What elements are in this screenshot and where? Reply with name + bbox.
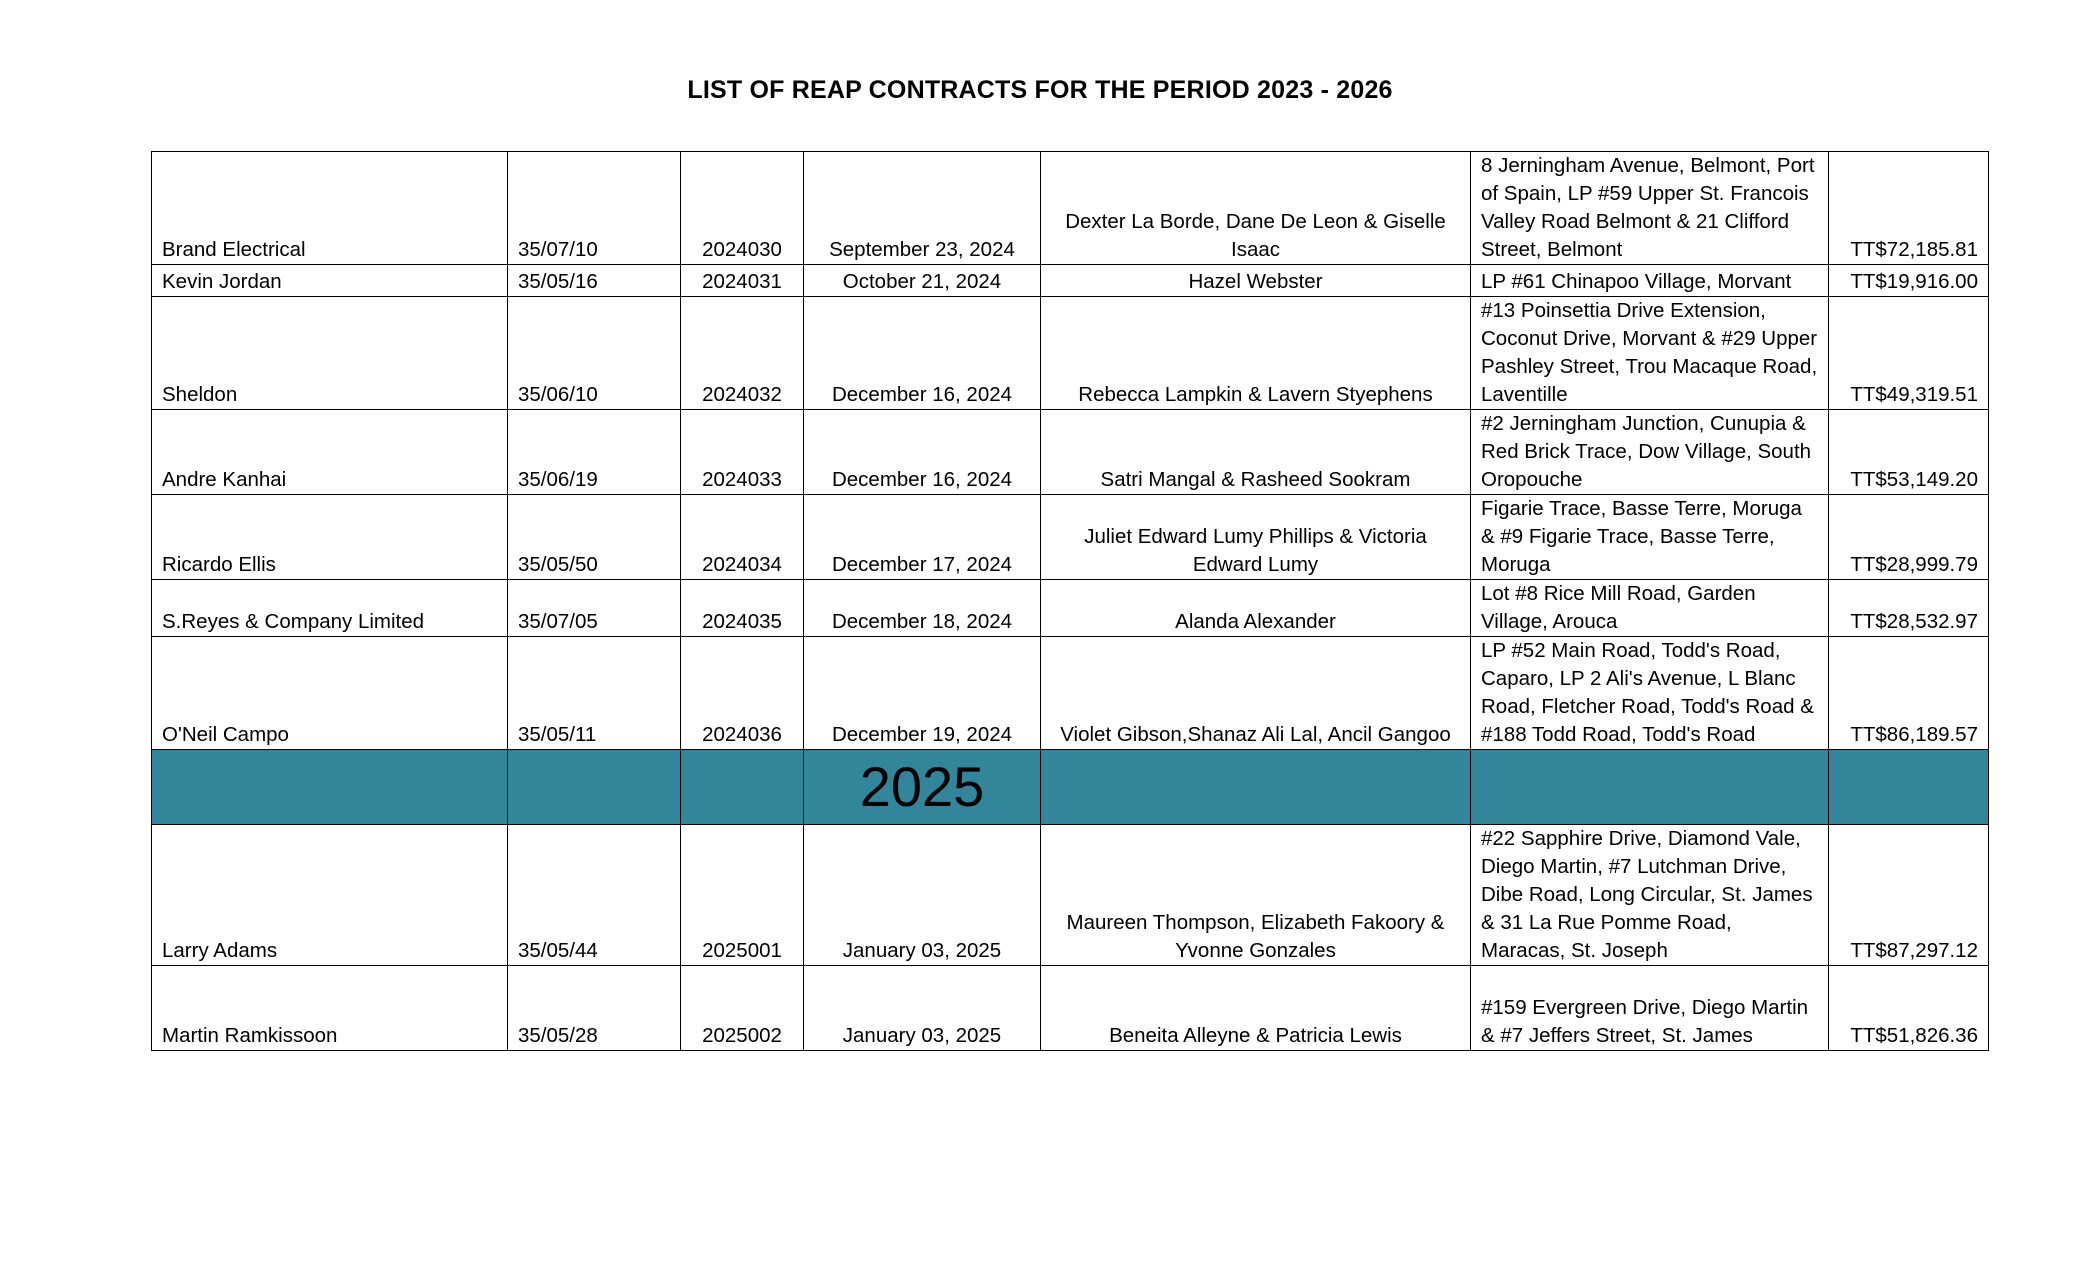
address-cell: LP #61 Chinapoo Village, Morvant (1471, 265, 1829, 297)
contractor-cell: Ricardo Ellis (152, 495, 508, 580)
contractor-cell: Sheldon (152, 297, 508, 410)
contractor-cell: S.Reyes & Company Limited (152, 580, 508, 637)
contract-number-cell: 2025001 (681, 825, 804, 966)
date-cell: December 18, 2024 (804, 580, 1041, 637)
beneficiaries-cell: Maureen Thompson, Elizabeth Fakoory & Yvonne Gonzales (1041, 825, 1471, 966)
amount-cell: TT$19,916.00 (1829, 265, 1989, 297)
amount-cell: TT$49,319.51 (1829, 297, 1989, 410)
amount-cell: TT$72,185.81 (1829, 152, 1989, 265)
table-row (152, 495, 1989, 580)
address-cell: LP #52 Main Road, Todd's Road, Caparo, LP 2 Ali's Avenue, L Blanc Road, Fletcher Road, Todd's Road & #188 Todd Road, Todd's Road (1471, 637, 1829, 750)
date-cell: January 03, 2025 (804, 825, 1041, 966)
address-cell: Figarie Trace, Basse Terre, Moruga & #9 Figarie Trace, Basse Terre, Moruga (1471, 495, 1829, 580)
contract-number-cell: 2024033 (681, 410, 804, 495)
beneficiaries-cell: Alanda Alexander (1041, 580, 1471, 637)
date-cell: October 21, 2024 (804, 265, 1041, 297)
address-cell: #159 Evergreen Drive, Diego Martin & #7 Jeffers Street, St. James (1471, 966, 1829, 1051)
year-label: 2025 (804, 750, 1041, 825)
table-row (152, 410, 1989, 495)
page-title: LIST OF REAP CONTRACTS FOR THE PERIOD 2023 - 2026 (687, 76, 1393, 104)
address-cell: 8 Jerningham Avenue, Belmont, Port of Spain, LP #59 Upper St. Francois Valley Road Belmont & 21 Clifford Street, Belmont (1471, 152, 1829, 265)
beneficiaries-cell: Satri Mangal & Rasheed Sookram (1041, 410, 1471, 495)
date-cell: September 23, 2024 (804, 152, 1041, 265)
contracts-table (151, 151, 1989, 1051)
year-separator-cell (1829, 750, 1989, 825)
contract-number-cell: 2024036 (681, 637, 804, 750)
year-separator-cell (681, 750, 804, 825)
address-cell: #22 Sapphire Drive, Diamond Vale, Diego Martin, #7 Lutchman Drive, Dibe Road, Long Circular, St. James & 31 La Rue Pomme Road, Maracas, St. Joseph (1471, 825, 1829, 966)
year-separator-row (152, 750, 1989, 825)
beneficiaries-cell: Hazel Webster (1041, 265, 1471, 297)
reference-cell: 35/07/05 (508, 580, 681, 637)
beneficiaries-cell: Violet Gibson,Shanaz Ali Lal, Ancil Gangoo (1041, 637, 1471, 750)
table-row (152, 825, 1989, 966)
amount-cell: TT$28,999.79 (1829, 495, 1989, 580)
contractor-cell: Larry Adams (152, 825, 508, 966)
amount-cell: TT$86,189.57 (1829, 637, 1989, 750)
year-separator-cell (1471, 750, 1829, 825)
contract-number-cell: 2024031 (681, 265, 804, 297)
reference-cell: 35/05/11 (508, 637, 681, 750)
address-cell: Lot #8 Rice Mill Road, Garden Village, Arouca (1471, 580, 1829, 637)
address-cell: #2 Jerningham Junction, Cunupia & Red Brick Trace, Dow Village, South Oropouche (1471, 410, 1829, 495)
reference-cell: 35/05/44 (508, 825, 681, 966)
contractor-cell: Andre Kanhai (152, 410, 508, 495)
contractor-cell: Kevin Jordan (152, 265, 508, 297)
contract-number-cell: 2024032 (681, 297, 804, 410)
date-cell: December 16, 2024 (804, 410, 1041, 495)
table-row (152, 966, 1989, 1051)
date-cell: December 17, 2024 (804, 495, 1041, 580)
beneficiaries-cell: Beneita Alleyne & Patricia Lewis (1041, 966, 1471, 1051)
contract-number-cell: 2024034 (681, 495, 804, 580)
contract-number-cell: 2025002 (681, 966, 804, 1051)
address-cell: #13 Poinsettia Drive Extension, Coconut Drive, Morvant & #29 Upper Pashley Street, Trou Macaque Road, Laventille (1471, 297, 1829, 410)
amount-cell: TT$28,532.97 (1829, 580, 1989, 637)
date-cell: December 19, 2024 (804, 637, 1041, 750)
date-cell: December 16, 2024 (804, 297, 1041, 410)
reference-cell: 35/07/10 (508, 152, 681, 265)
contractor-cell: O'Neil Campo (152, 637, 508, 750)
table-row (152, 580, 1989, 637)
table-row (152, 265, 1989, 297)
table-row (152, 297, 1989, 410)
date-cell: January 03, 2025 (804, 966, 1041, 1051)
contractor-cell: Brand Electrical (152, 152, 508, 265)
reference-cell: 35/06/19 (508, 410, 681, 495)
beneficiaries-cell: Dexter La Borde, Dane De Leon & Giselle Isaac (1041, 152, 1471, 265)
reference-cell: 35/06/10 (508, 297, 681, 410)
amount-cell: TT$53,149.20 (1829, 410, 1989, 495)
contract-number-cell: 2024030 (681, 152, 804, 265)
table-row (152, 637, 1989, 750)
year-separator-cell (152, 750, 508, 825)
amount-cell: TT$51,826.36 (1829, 966, 1989, 1051)
reference-cell: 35/05/28 (508, 966, 681, 1051)
amount-cell: TT$87,297.12 (1829, 825, 1989, 966)
reference-cell: 35/05/50 (508, 495, 681, 580)
year-separator-cell (508, 750, 681, 825)
table-row (152, 152, 1989, 265)
year-separator-cell (1041, 750, 1471, 825)
reference-cell: 35/05/16 (508, 265, 681, 297)
beneficiaries-cell: Juliet Edward Lumy Phillips & Victoria Edward Lumy (1041, 495, 1471, 580)
contract-number-cell: 2024035 (681, 580, 804, 637)
contractor-cell: Martin Ramkissoon (152, 966, 508, 1051)
beneficiaries-cell: Rebecca Lampkin & Lavern Styephens (1041, 297, 1471, 410)
